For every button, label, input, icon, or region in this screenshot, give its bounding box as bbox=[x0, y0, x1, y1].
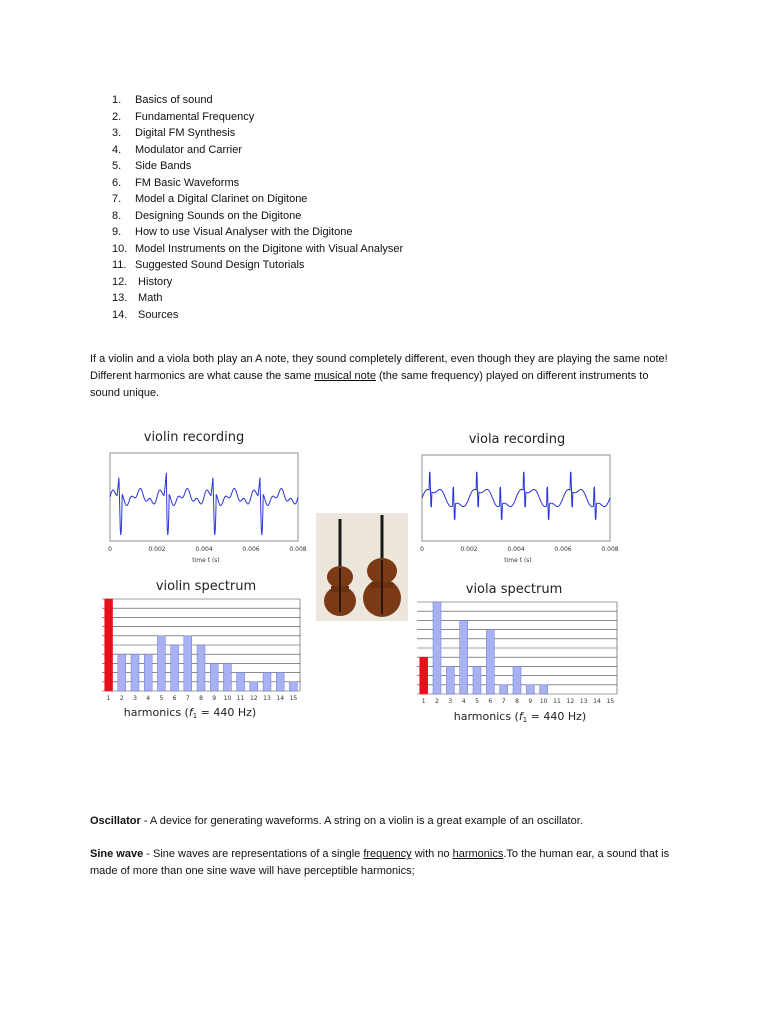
toc-number: 2. bbox=[112, 110, 122, 123]
oscillator-paragraph bbox=[90, 813, 680, 830]
viola-spectrum-title: viola spectrum bbox=[465, 582, 563, 597]
toc-item bbox=[112, 224, 403, 241]
viola-harmonic-tick: 6 bbox=[488, 698, 493, 705]
violin-bar bbox=[210, 663, 218, 691]
harmonics-link[interactable]: harmonics bbox=[452, 848, 504, 860]
intro-text-end: (the same frequency) played on different instruments to sound unique. bbox=[90, 370, 649, 399]
toc-number: 14. bbox=[112, 308, 128, 321]
toc-number: 5. bbox=[112, 160, 122, 172]
viola-harmonic-tick: 11 bbox=[553, 698, 561, 705]
violin-bar bbox=[263, 673, 271, 691]
viola-bar bbox=[526, 685, 534, 694]
toc-item bbox=[112, 241, 403, 258]
viola-harmonic-tick: 5 bbox=[475, 698, 479, 705]
toc-number: 4. bbox=[112, 143, 122, 156]
toc-item bbox=[112, 92, 403, 109]
violin-bar bbox=[157, 636, 165, 691]
toc-label: Digital FM Synthesis bbox=[135, 127, 236, 139]
violin-bar bbox=[118, 654, 126, 691]
viola-harmonic-tick: 8 bbox=[515, 698, 519, 705]
viola-time-axis bbox=[420, 546, 619, 553]
toc-item bbox=[112, 274, 403, 291]
violin-spectrum-title: violin spectrum bbox=[155, 579, 257, 594]
sine-wave-paragraph bbox=[90, 846, 680, 880]
viola-harmonic-tick: 10 bbox=[539, 698, 548, 705]
violin-harmonic-tick: 2 bbox=[119, 695, 124, 702]
violin-bar bbox=[184, 636, 192, 691]
toc-item bbox=[112, 191, 403, 208]
violin-harmonic-tick: 5 bbox=[159, 695, 164, 702]
violin-bar bbox=[144, 654, 152, 691]
viola-harmonic-tick: 14 bbox=[593, 698, 601, 705]
toc-number: 8. bbox=[112, 209, 122, 222]
viola-bar bbox=[460, 620, 468, 694]
toc-number: 3. bbox=[112, 127, 122, 139]
toc-item bbox=[112, 109, 403, 126]
toc-label: History bbox=[135, 275, 173, 288]
viola-time-tick: 0.002 bbox=[460, 546, 478, 553]
toc-label: Basics of sound bbox=[135, 94, 213, 106]
viola-bar bbox=[473, 666, 481, 694]
musical-note-link[interactable]: musical note bbox=[314, 370, 376, 382]
violin-bar bbox=[171, 645, 179, 691]
toc-label: Math bbox=[135, 292, 163, 304]
oscillator-definition: - A device for generating waveforms. A string on a violin is a great example of an oscillator. bbox=[140, 815, 583, 827]
viola-harmonics-label: harmonics (f1 = 440 Hz) bbox=[453, 710, 587, 724]
sine-text-1: - Sine waves are representations of a single bbox=[143, 848, 364, 860]
viola-bar bbox=[513, 666, 521, 694]
viola-harmonic-tick: 3 bbox=[448, 698, 453, 705]
violin-harmonics-label: harmonics (f1 = 440 Hz) bbox=[123, 706, 257, 720]
toc-label: Suggested Sound Design Tutorials bbox=[135, 259, 305, 271]
viola-time-label: time t (s) bbox=[504, 557, 532, 564]
viola-bar bbox=[446, 666, 454, 694]
violin-harmonic-tick: 12 bbox=[249, 695, 258, 702]
viola-harmonic-tick: 4 bbox=[461, 698, 466, 705]
violin-time-label: time t (s) bbox=[192, 557, 220, 564]
viola-waveform-line bbox=[422, 472, 610, 519]
violin-bar bbox=[131, 654, 139, 691]
toc-label: Model a Digital Clarinet on Digitone bbox=[135, 193, 308, 205]
sine-wave-term: Sine wave bbox=[90, 848, 144, 860]
toc-number: 10. bbox=[112, 242, 128, 255]
violin-time-tick: 0.006 bbox=[242, 546, 260, 553]
viola-bar bbox=[540, 685, 548, 694]
violin-bar bbox=[197, 645, 205, 691]
violin-time-tick: 0 bbox=[108, 546, 112, 553]
violin-harmonic-tick: 6 bbox=[172, 695, 177, 702]
frequency-link[interactable]: frequency bbox=[363, 848, 412, 860]
oscillator-term: Oscillator bbox=[90, 815, 141, 827]
toc-item bbox=[112, 142, 403, 159]
table-of-contents bbox=[112, 92, 403, 323]
toc-label: Model Instruments on the Digitone with Visual Analyser bbox=[135, 242, 404, 255]
violin-harmonic-tick: 14 bbox=[276, 695, 285, 702]
violin-harmonic-tick: 11 bbox=[236, 695, 245, 702]
toc-number: 13. bbox=[112, 292, 128, 304]
violin-bar bbox=[276, 673, 284, 691]
sine-text-3: .To the human ear, a sound that is made of more than one sine wave will have perceptible harmonics; bbox=[90, 848, 670, 877]
toc-number: 6. bbox=[112, 176, 122, 189]
violin-viola-figure bbox=[90, 420, 680, 730]
toc-number: 12. bbox=[112, 275, 128, 288]
violin-harmonic-tick: 8 bbox=[199, 695, 203, 702]
toc-item bbox=[112, 290, 403, 307]
toc-label: Fundamental Frequency bbox=[135, 110, 255, 123]
intro-text: If a violin and a viola both play an A note, they sound completely different, even though they are playing the same note! Different harmonics are what cause the same bbox=[90, 353, 668, 382]
toc-item bbox=[112, 208, 403, 225]
violin-harmonic-tick: 10 bbox=[223, 695, 232, 702]
sine-text-2: with no bbox=[411, 848, 453, 860]
toc-label: Sources bbox=[135, 308, 179, 321]
violin-harmonic-tick: 13 bbox=[263, 695, 271, 702]
violin-recording-title: violin recording bbox=[143, 430, 245, 445]
toc-item bbox=[112, 307, 403, 324]
violin-harmonic-tick: 1 bbox=[106, 695, 111, 702]
toc-item bbox=[112, 158, 403, 175]
viola-recording-title: viola recording bbox=[468, 432, 566, 447]
viola-bar bbox=[500, 685, 508, 694]
toc-item bbox=[112, 175, 403, 192]
viola-time-tick: 0.006 bbox=[554, 546, 572, 553]
toc-number: 7. bbox=[112, 193, 122, 205]
viola-harmonic-tick: 7 bbox=[501, 698, 506, 705]
violin-viola-photo bbox=[316, 513, 408, 621]
viola-time-tick: 0.008 bbox=[601, 546, 619, 553]
viola-bar bbox=[486, 630, 494, 694]
violin-bar bbox=[289, 682, 297, 691]
viola-time-tick: 0.004 bbox=[507, 546, 525, 553]
viola-time-tick: 0 bbox=[420, 546, 424, 553]
viola-harmonic-tick: 15 bbox=[606, 698, 615, 705]
toc-number: 1. bbox=[112, 94, 122, 106]
violin-harmonic-tick: 4 bbox=[146, 695, 151, 702]
violin-harmonic-tick: 15 bbox=[289, 695, 298, 702]
viola-harmonic-tick: 13 bbox=[579, 698, 588, 705]
toc-number: 9. bbox=[112, 226, 122, 238]
violin-waveform-plot bbox=[110, 453, 298, 541]
violin-time-tick: 0.004 bbox=[195, 546, 213, 553]
toc-number: 11. bbox=[112, 259, 127, 271]
violin-harmonic-tick: 7 bbox=[185, 695, 190, 702]
viola-bar bbox=[433, 602, 441, 694]
toc-label: Designing Sounds on the Digitone bbox=[135, 209, 302, 222]
violin-bar bbox=[250, 682, 258, 691]
toc-item bbox=[112, 257, 403, 274]
intro-paragraph bbox=[90, 351, 680, 402]
violin-waveform-line bbox=[110, 473, 298, 535]
viola-bar bbox=[420, 657, 428, 694]
toc-label: How to use Visual Analyser with the Digitone bbox=[135, 226, 353, 238]
violin-harmonic-tick: 9 bbox=[212, 695, 217, 702]
violin-bar bbox=[105, 599, 113, 691]
viola-spectrum-chart bbox=[417, 602, 617, 705]
viola-harmonic-tick: 1 bbox=[421, 698, 426, 705]
violin-spectrum-chart bbox=[102, 599, 300, 702]
toc-item bbox=[112, 125, 403, 142]
viola-harmonic-tick: 12 bbox=[566, 698, 575, 705]
toc-label: Modulator and Carrier bbox=[135, 143, 242, 156]
viola-harmonic-tick: 2 bbox=[435, 698, 439, 705]
toc-label: Side Bands bbox=[135, 160, 192, 172]
violin-bar bbox=[237, 673, 245, 691]
toc-label: FM Basic Waveforms bbox=[135, 176, 240, 189]
violin-time-tick: 0.008 bbox=[289, 546, 307, 553]
viola-harmonic-tick: 9 bbox=[528, 698, 533, 705]
viola-waveform-plot bbox=[422, 455, 610, 541]
violin-time-axis bbox=[108, 546, 307, 553]
violin-harmonic-tick: 3 bbox=[133, 695, 137, 702]
violin-time-tick: 0.002 bbox=[148, 546, 166, 553]
violin-bar bbox=[223, 663, 231, 691]
